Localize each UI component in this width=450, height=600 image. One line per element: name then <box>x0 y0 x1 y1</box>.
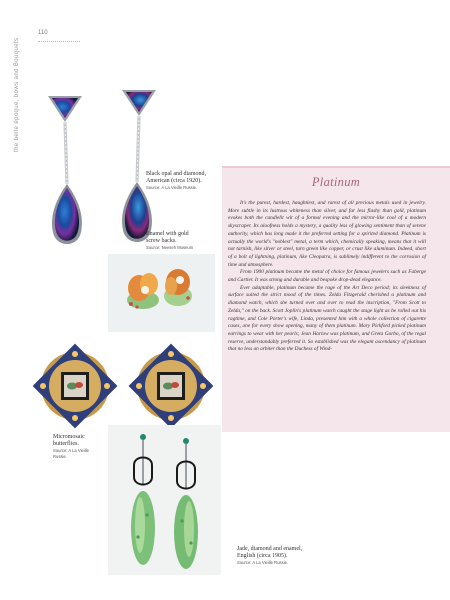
running-head: the belle époque, bows and Bouquets <box>14 37 20 152</box>
caption-opal-title-2: American (circa 1920). <box>146 178 202 184</box>
caption-butterflies-source-1: Source: A La Vieille <box>53 448 90 453</box>
sidebar-paragraph-1: It's the purest, hardest, haughtiest, and rarest of all precious metals used in jewelry. More subtle in its lustrous whiteness than silver, and far less flashy than gold, platinum evokes both the candlelit wit of a formal evening and the mirror-like cool of a modern skyscraper. Its aloofness holds a mystery, a quality less of glowing sentiment than of serene authority, which has long made it the preferred setting for a spirited diamond. Platinum is actually the world's "noblest" metal, a term which, chemically speaking, means that it will not tarnish, like silver or steel, turn green like copper, or crust like aluminum. Indeed, short of a bolt of lightning, platinum, like Cleopatra, is sublimely indifferent to the corrosion of time and atmosphere. <box>228 200 426 268</box>
caption-jade-source: Source: A La Vieille Russie. <box>237 560 289 565</box>
caption-opal-source: Source: A La Vieille Russie. <box>146 185 198 190</box>
page-number: 110 <box>38 30 48 36</box>
platinum-sidebar-title: Platinum <box>311 175 361 189</box>
sidebar-paragraph-2: From 1900 platinum became the metal of choice for famous jewelers such as Faberge and Cartier. It was strong and durable and bespoke drop-dead elegance. <box>228 269 426 284</box>
caption-butterflies-title-2: butterflies. <box>53 441 79 447</box>
platinum-sidebar-top-rule <box>222 166 450 168</box>
caption-jade-title-2: English (circa 1905). <box>237 553 288 559</box>
caption-enamel-title-1: Enamel with gold <box>146 231 189 237</box>
caption-jade-title-1: Jade, diamond and enamel, <box>237 546 303 552</box>
header-dotted-rule <box>38 41 80 42</box>
caption-butterflies-title-1: Micromosaic <box>53 434 85 440</box>
caption-enamel-source: Source: Neeseh Museum <box>146 245 194 250</box>
micromosaic-butterflies-photo <box>33 342 213 430</box>
caption-jade <box>237 546 357 566</box>
platinum-sidebar-body <box>228 200 426 354</box>
caption-butterflies-source-2: Russie <box>53 454 66 459</box>
enamel-flower-earrings-photo <box>108 254 215 332</box>
caption-enamel <box>146 231 226 251</box>
caption-opal <box>146 171 226 191</box>
sidebar-paragraph-3: Ever adaptable, platinum became the rage of the Art Deco period; its sleekness of surface suited the strict mood of the times. Zelda Fitzgerald cherished a platinum and diamond watch, which she turned over and over to read the inscription, "From Scott to Zelda," on the back. Scott Joplin's platinum watch caught the stage light as he rolled out his ragtime, and Cole Porter's wife, Linda, presented him with a whole collection of cigarette cases, one for every show opening, many of them platinum. Mary Pickford picked platinum earrings to wear with her pearls; Jean Harlow was platinum, and Greta Garbo, of the regal reserve, understandably preferred it. So established was the elegant ascendancy of platinum that no less an arbiter than the Duchess of Wind- <box>228 284 426 353</box>
caption-opal-title-1: Black opal and diamond, <box>146 171 206 177</box>
caption-enamel-title-2: screw backs. <box>146 238 177 244</box>
jade-diamond-enamel-earrings-photo <box>108 425 221 575</box>
